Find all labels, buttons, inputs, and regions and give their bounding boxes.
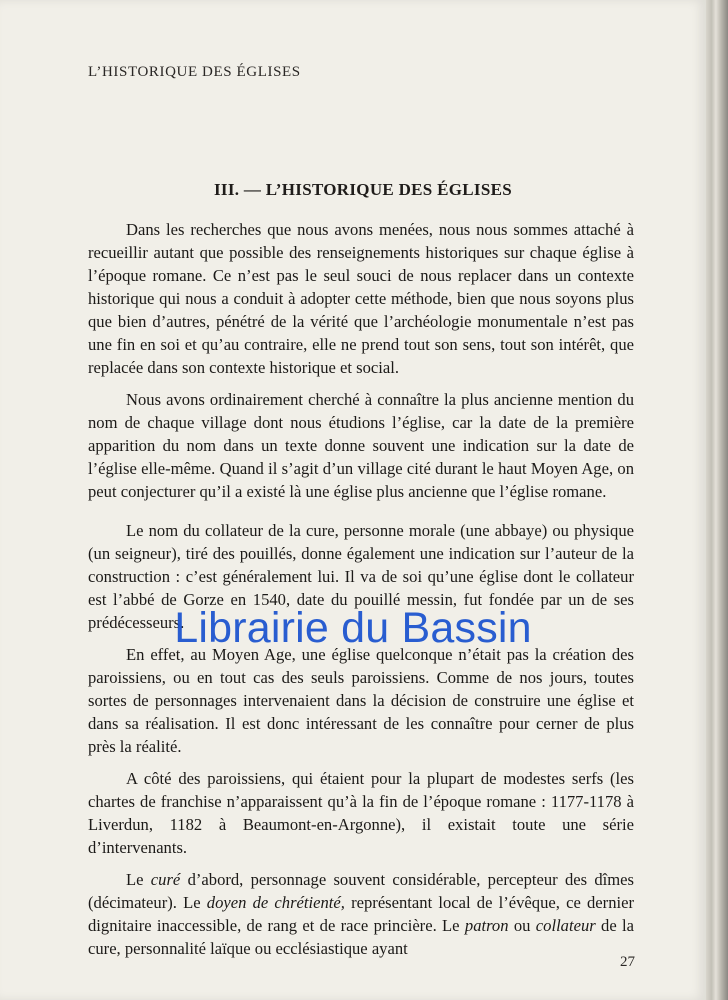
paragraph-6 — [88, 868, 634, 960]
paragraph-3: Le nom du collateur de la cure, personne morale (une abbaye) ou physique (un seigneur), tiré des pouillés, donne également une indication sur l’auteur de la construction : c’est généralement lui. Il va de soi qu’une église dont le collateur est l’abbé de Gorze en 1540, date du pouillé messin, fut fondée par un de ses prédécesseurs. — [88, 521, 634, 632]
italic-term-doyen: doyen de chrétienté, — [206, 893, 345, 912]
paragraph-5: A côté des paroissiens, qui étaient pour la plupart de modestes serfs (les chartes de franchise n’apparaissent qu’à la fin de l’époque romane : 1177-1178 à Liverdun, 1182 à Beaumont-en-Argonne), il existait toute une série d’intervenants. — [88, 769, 634, 857]
paragraph-2: Nous avons ordinairement cherché à connaître la plus ancienne mention du nom de chaque village dont nous étudions l’église, car la date de la première apparition du nom dans un texte donne souvent une indication sur la date de l’église elle-même. Quand il s’agit d’un village cité durant le haut Moyen Age, on peut conjecturer qu’il a existé là une église plus ancienne que l’église romane. — [88, 390, 634, 501]
page-number: 27 — [620, 954, 635, 970]
text-run: représentant local de l’évêque, ce dernier dignitaire inaccessible, de rang et de race princière. Le — [88, 893, 634, 935]
watermark: Librairie du Bassin — [174, 604, 532, 652]
running-head: L’HISTORIQUE DES ÉGLISES — [88, 64, 301, 80]
body-text — [88, 218, 634, 969]
section-title: III. — L’HISTORIQUE DES ÉGLISES — [214, 180, 512, 199]
italic-term-collateur: collateur — [535, 916, 596, 935]
text-run: d’abord, personnage souvent considérable, percepteur des dîmes (décimateur). Le — [88, 870, 634, 912]
italic-term-patron: patron — [464, 916, 509, 935]
page-stack-edge — [706, 0, 728, 1000]
paragraph-4: En effet, au Moyen Age, une église quelconque n’était pas la création des paroissiens, ou en tout cas des seuls paroissiens. Comme de nos jours, toutes sortes de personnages intervenaient dans la décision de construire une église et dans sa réalisation. Il est donc intéressant de les connaître pour cerner de plus près la réalité. — [88, 645, 634, 756]
text-run: de la cure, personnalité laïque ou ecclésiastique ayant — [88, 916, 635, 958]
text-run: ou — [508, 916, 536, 935]
italic-term-cure: curé — [150, 870, 181, 889]
paragraph-1: Dans les recherches que nous avons menées, nous nous sommes attaché à recueillir autant que possible des renseignements historiques sur chaque église à l’époque romane. Ce n’est pas le seul souci de nous replacer dans un contexte historique qui nous a conduit à adopter cette méthode, bien que nous soyons plus que bien d’autres, pénétré de la vérité que l’archéologie monumentale n’est pas une fin en soi et qu’au contraire, elle ne prend tout son sens, tout son intérêt, que replacée dans son contexte historique et social. — [88, 220, 634, 377]
text-run: Le — [126, 870, 151, 889]
